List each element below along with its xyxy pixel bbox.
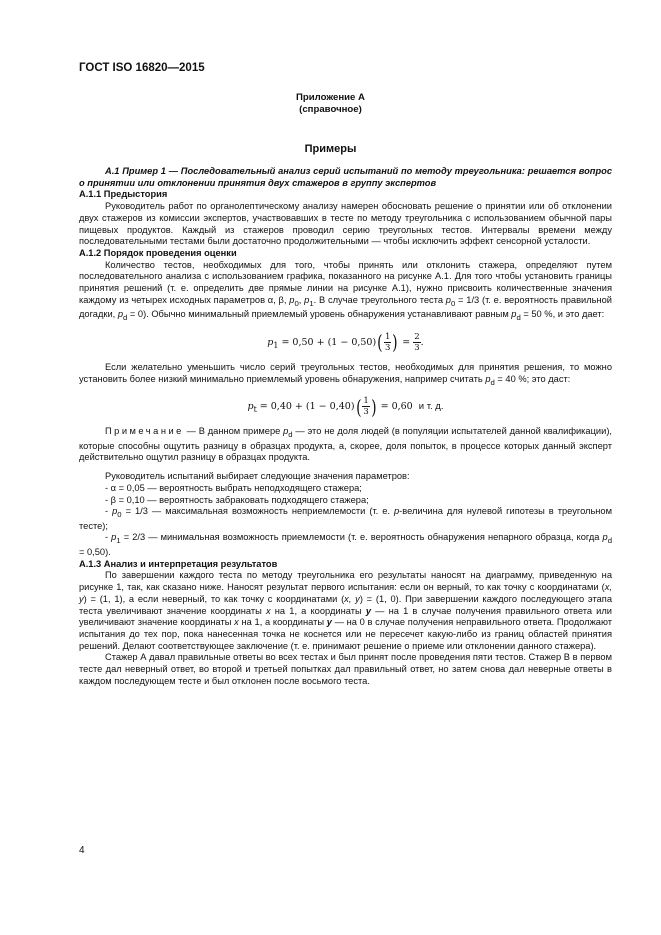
section-title: Примеры <box>304 143 357 155</box>
param-beta: - β = 0,10 — вероятность забраковать подходящего стажера; <box>105 494 369 505</box>
paragraph-params: Руководитель испытаний выбирает следующие значения параметров: <box>105 471 410 482</box>
paragraph-a13b: Стажер А давал правильные ответы во всех тестах и был принят после проведения пяти тестов. Стажер В в первом тесте дал неверный ответ, во второй и третьей попытках дал правильный ответ, но затем снова дал неверные ответы в каждом последующем тесте и был отклонен после восьмого теста. <box>79 652 612 686</box>
paragraph-a13: По завершении каждого теста по методу треугольника его результаты наносят на диаграмму, приведенную на рисунке 1, так, как сказано ниже. Наносят результат первого испытания: если он верный, то как точку с координатами (x, y) = (1, 1), а если неверный, то как точку с координатами (x, y) = (1, 0). При завершении каждого последующего этапа теста увеличивают значение координаты x на 1, а координаты y — на 1 в случае получения правильного ответа или увеличивают значение координаты x на 1, а координаты y — на 0 в случае получения неправильного ответа. Продолжают испытания до тех пор, пока нанесенная точка не коснется или не пересечет какую-либо из границ областей принятия решений. Делают соответствующее заключение (т. е. принимают решение о приеме или отклонении данного стажера). <box>79 570 612 651</box>
param-p1: - $p_1 = 2/3$ — минимальная возможность приемлемости (т. е. вероятность обнаружения непарного образца, когда $p_d = 0,50$). <box>79 532 612 558</box>
body-text <box>79 166 612 687</box>
standard-header: ГОСТ ISO 16820—2015 <box>79 62 205 74</box>
appendix-type: (справочное) <box>299 104 362 115</box>
paragraph-a12b: Если желательно уменьшить число серий треугольных тестов, необходимых для принятия решения, то можно установить более низкий минимально приемлемый уровень обнаружения, например считать $p_d = 40$ %; это даст: <box>79 361 612 387</box>
formula-2: $p_t = 0,40 + (1 - 0,40)$( $\frac{1}{3}$ ) = 0,60 и т. д. <box>247 394 444 419</box>
param-alpha: - α = 0,05 — вероятность выбрать неподходящего стажера; <box>105 482 362 493</box>
heading-a13: А.1.3 Анализ и интерпретация результатов <box>79 558 278 569</box>
formula-1: $p_1 = 0,50 + (1 - 0,50)$( $\frac{1}{3}$ ) = $\frac{2}{3}$ . <box>267 330 424 355</box>
appendix-label: Приложение А <box>296 92 365 103</box>
paragraph-a12: Количество тестов, необходимых для того, чтобы принять или отклонить стажера, определяют путем последовательного анализа с использованием графика, показанного на рисунке А.1. Для того чтобы установить границы принятия решений (т. е. определить две прямые линии на рисунке А.1), нужно присвоить количественные значения каждому из четырех исходных параметров α, β, $p_0$, $p_1$. В случае треугольного теста $p_0 = 1/3$ (т. е. вероятность правильной догадки, $p_d = 0$). Обычно минимальный приемлемый уровень обнаружения устанавливают равным $p_d = 50$ %, и это дает: <box>79 259 612 323</box>
paragraph-a11: Руководитель работ по органолептическому анализу намерен обосновать решение о принятии или об отклонении двух стажеров из комиссии экспертов, участвовавших в тесте по методу треугольника с использованием обычной пары пищевых продуктов. Каждый из стажеров проводил серию треугольных тестов. Интервалы времени между последовательными тестами были достаточно продолжительными — чтобы исключить эффект сенсорной усталости. <box>79 201 612 247</box>
note: Примечание — В данном примере $p_d$ — это не доля людей (в популяции испытателей данной квалификации), которые способны ощутить разницу в образцах продукта, а, скорее, доля попыток, в процессе которых данный эксперт действительно ощутил разницу в образцах продукта. <box>79 426 612 463</box>
param-p0: - $p_0 = 1/3$ — максимальная возможность неприемлемости (т. е. p-величина для нулевой гипотезы в треугольном тесте); <box>79 506 612 531</box>
heading-a11: А.1.1 Предыстория <box>79 189 168 200</box>
page-number: 4 <box>79 845 85 856</box>
heading-a12: А.1.2 Порядок проведения оценки <box>79 247 237 258</box>
example-heading: А.1 Пример 1 — Последовательный анализ серий испытаний по методу треугольника: решается вопрос о принятии или отклонении принятия двух стажеров в группу экспертов <box>79 166 612 188</box>
